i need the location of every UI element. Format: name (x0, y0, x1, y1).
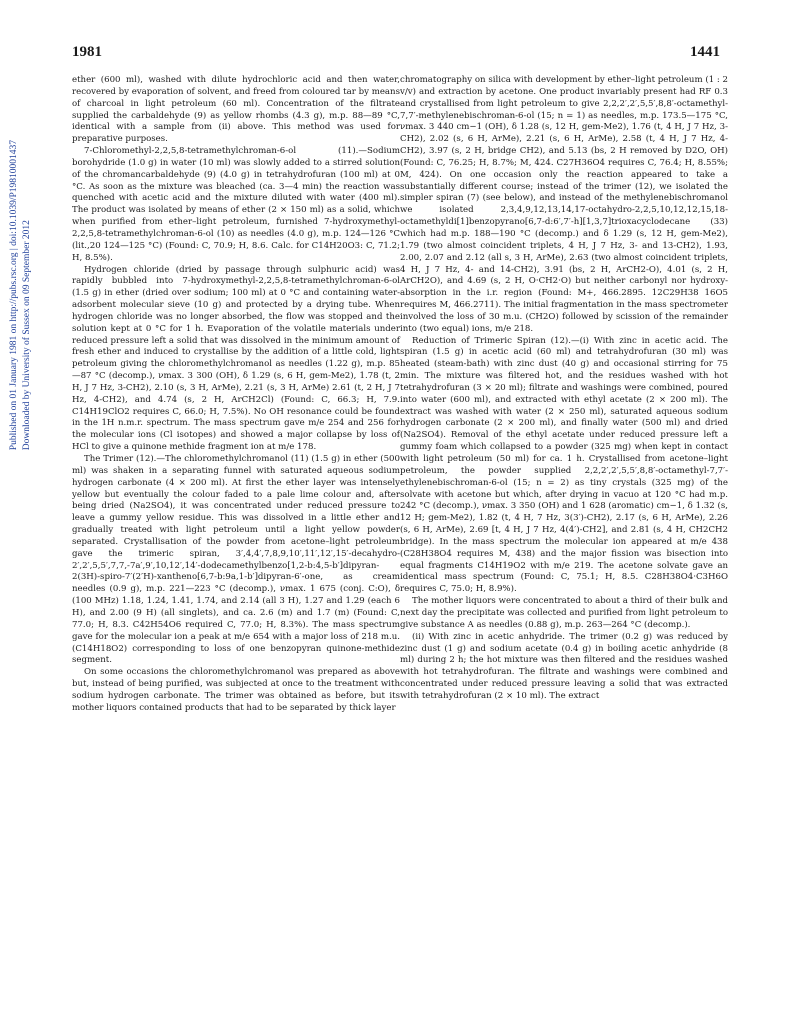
right-column (400, 75, 728, 703)
right-paragraph-4: (ii) With zinc in acetic anhydride. The trimer (0.2 g) was reduced by zinc dust (1 g) and sodium acetate (0.4 g) in boiling acetic anhydride (8 ml) during 2 h; the hot mixture was then filtered and the residues washed with hot tetrahydrofuran. The filtrate and washings were combined and concentrated under reduced pressure leaving a solid that was extracted with tetrahydrofuran (2 × 10 ml). The extract (400, 631, 728, 701)
right-paragraph-3: The mother liquors were concentrated to about a third of their bulk and next day the precipitate was collected and purified from light petroleum to give substance A as needles (0.88 g), m.p. 263—264 °C (decomp.). (400, 596, 728, 630)
left-column (72, 75, 400, 715)
left-paragraph-4: The Trimer (12).—The chloromethylchromanol (11) (1.5 g) in ether (500 ml) was shaken in a separating funnel with saturated aqueous sodium hydrogen carbonate (4 × 200 ml). At first the ether layer was intensely yellow but eventually the colour faded to a pale lime colour and, after being dried (Na2SO4), it was concentrated under reduced pressure to leave a gummy yellow residue. This was dissolved in a little ether and gradually treated with light petroleum until a light yellow powder separated. Crystallisation of the powder from acetone–light petroleum gave the trimeric spiran, 3′,4,4′,7,8,9,10′,11′,12′,15′-decahydro-2′,2′,5,5′,7,7,-7a′,9′,10,12′,14′-dodecamethylbenzo[1,2-b:4,5-b′]dipyran-2(3H)-spiro-7′(2′H)-xantheno[6,7-b:9a,1-b′]dipyran-6′-one, as cream needles (0.9 g), m.p. 221—223 °C (decomp.), νmax. 1 675 (conj. C:O), δ (100 MHz) 1.18, 1.24, 1.41, 1.74, and 2.14 (all 3 H), 1.27 and 1.29 (each 6 H), and 2.00 (9 H) (all singlets), and ca. 2.6 (m) and 1.7 (m) (Found: C, 77.0; H, 8.3. C42H54O6 required C, 77.0; H, 8.3%). The mass spectrum gave for the molecular ion a peak at m/e 654 with a major loss of 218 m.u. (C14H18O2) corresponding to loss of one benzopyran quinone-methide segment. (72, 454, 400, 666)
downloaded-note: Downloaded by University of Sussex on 09 September 2012 (22, 220, 32, 451)
left-paragraph-2: 7-Chloromethyl-2,2,5,8-tetramethylchroman-6-ol (11).—Sodium borohydride (1.0 g) in water (10 ml) was slowly added to a stirred solution of the chromancarbaldehyde (9) (4.0 g) in tetrahydrofuran (100 ml) at 0 °C. As soon as the mixture was bleached (ca. 3—4 min) the reaction was quenched with acetic acid and the mixture diluted with water (400 ml). The product was isolated by means of ether (2 × 150 ml) as a solid, which when purified from ether–light petroleum, furnished 7-hydroxymethyl-2,2,5,8-tetramethylchroman-6-ol (10) as needles (4.0 g), m.p. 124—126 °C (lit.,20 124—125 °C) (Found: C, 70.9; H, 8.6. Calc. for C14H20O3: C, 71.2; H, 8.5%). (72, 146, 400, 263)
left-paragraph-5: On some occasions the chloromethylchromanol was prepared as above but, instead of being purified, was subjected at once to the treatment with sodium hydrogen carbonate. The trimer was obtained as before, but its mother liquors contained products that had to be separated by thick layer (72, 667, 400, 713)
left-paragraph-1: ether (600 ml), washed with dilute hydrochloric acid and then water, recovered by evaporation of solvent, and freed from coloured tar by means of charcoal in light petroleum (60 ml). Concentration of the filtrate supplied the carbaldehyde (9) as yellow rhombs (4.3 g), m.p. 88—89 °C, identical with a sample from (ii) above. This method was used for preparative purposes. (72, 75, 400, 145)
side-note (8, 140, 34, 450)
right-paragraph-2: Reduction of Trimeric Spiran (12).—(i) With zinc in acetic acid. The spiran (1.5 g) in acetic acid (60 ml) and tetrahydrofuran (30 ml) was heated (steam-bath) with zinc dust (40 g) and occasional stirring for 75 min. The mixture was filtered hot, and the residues washed with hot tetrahydrofuran (3 × 20 ml); filtrate and washings were combined, poured into water (600 ml), and extracted with ethyl acetate (2 × 200 ml). The extract was washed with water (2 × 250 ml), saturated aqueous sodium hydrogen carbonate (2 × 200 ml), and finally water (500 ml) and dried (Na2SO4). Removal of the ethyl acetate under reduced pressure left a gummy foam which collapsed to a powder (325 mg) when kept in contact with light petroleum (50 ml) for ca. 1 h. Crystallised from acetone–light petroleum, the powder supplied 2,2,2′,2′,5,5′,8,8′-octamethyl-7,7′-ethylenebischroman-6-ol (15; n = 2) as tiny crystals (325 mg) of the solvate with acetone but which, after drying in vacuo at 120 °C had m.p. 242 °C (decomp.), νmax. 3 350 (OH) and 1 628 (aromatic) cm−1, δ 1.32 (s, 12 H; gem-Me2), 1.82 (t, 4 H, 7 Hz, 3(3′)-CH2), 2.17 (s, 6 H, ArMe), 2.26 (s, 6 H, ArMe), 2.69 [t, 4 H, J 7 Hz, 4(4′)-CH2], and 2.81 (s, 4 H, CH2CH2 bridge). In the mass spectrum the molecular ion appeared at m/e 438 (C28H38O4 requires M, 438) and the major fission was bisection into equal fragments C14H19O2 with m/e 219. The acetone solvate gave an identical mass spectrum (Found: C, 75.1; H, 8.5. C28H38O4·C3H6O requires C, 75.0; H, 8.9%). (400, 335, 728, 595)
page-number: 1441 (690, 44, 720, 60)
right-paragraph-1: chromatography on silica with development by ether–light petroleum (1 : 2 v/v) and extraction by acetone. One product invariably present had RF 0.3 and crystallised from light petroleum to give 2,2,2′,2′,5,5′,8,8′-octamethyl-7,7′-methylenebischroman-6-ol (15; n = 1) as needles, m.p. 173.5—175 °C, νmax. 3 440 cm−1 (OH), δ 1.28 (s, 12 H, gem-Me2), 1.76 (t, 4 H, J 7 Hz, 3-CH2), 2.02 (s, 6 H, ArMe), 2.21 (s, 6 H, ArMe), 2.58 (t, 4 H, J 7 Hz, 4-CH2), 3.97 (s, 2 H, bridge CH2), and 5.13 (bs, 2 H removed by D2O, OH) (Found: C, 76.25; H, 8.7%; M, 424. C27H36O4 requires C, 76.4; H, 8.55%; M, 424). On one occasion only the reaction appeared to take a substantially different course; instead of the trimer (12), we isolated the simpler spiran (7) (see below), and instead of the methylenebischromanol we isolated 2,3,4,9,12,13,14,17-octahydro-2,2,5,10,12,12,15,18-octamethyldi[1]benzopyrano[6,7-d:6′,7′-h][1,3,7]trioxacyclodecane (33) which had m.p. 188—190 °C (decomp.) and δ 1.29 (s, 12 H, gem-Me2), 1.79 (two almost coincident triplets, 4 H, J 7 Hz, 3- and 13-CH2), 1.93, 2.00, 2.07 and 2.12 (all s, 3 H, ArMe), 2.63 (two almost coincident triplets, 4 H, J 7 Hz, 4- and 14-CH2), 3.91 (bs, 2 H, ArCH2-O), 4.01 (s, 2 H, ArCH2O), and 4.69 (s, 2 H, O·CH2·O) but neither carbonyl nor hydroxy-absorption in the i.r. region (Found: M+, 466.2895. 12C29H38 16O5 requires M, 466.2711). The initial fragmentation in the mass spectrometer involved the loss of 30 m.u. (CH2O) followed by scission of the remainder into (two equal) ions, m/e 218. (400, 75, 728, 334)
left-paragraph-3: Hydrogen chloride (dried by passage through sulphuric acid) was rapidly bubbled into 7-hydroxymethyl-2,2,5,8-tetramethylchroman-6-ol (1.5 g) in ether (dried over sodium; 100 ml) at 0 °C and containing water-adsorbent molecular sieve (10 g) and protected by a drying tube. When hydrogen chloride was no longer absorbed, the flow was stopped and the solution kept at 0 °C for 1 h. Evaporation of the volatile materials under reduced pressure left a solid that was dissolved in the minimum amount of fresh ether and induced to crystallise by the addition of a little cold, light petroleum giving the chloromethylchromanol as needles (1.22 g), m.p. 85—87 °C (decomp.), νmax. 3 300 (OH), δ 1.29 (s, 6 H, gem-Me2), 1.78 (t, 2 H, J 7 Hz, 3-CH2), 2.10 (s, 3 H, ArMe), 2.21 (s, 3 H, ArMe) 2.61 (t, 2 H, J 7 Hz, 4-CH2), and 4.74 (s, 2 H, ArCH2Cl) (Found: C, 66.3; H, 7.9. C14H19ClO2 requires C, 66.0; H, 7.5%). No OH resonance could be found in the 1H n.m.r. spectrum. The mass spectrum gave m/e 254 and 256 for the molecular ions (Cl isotopes) and showed a major collapse by loss of HCl to give a quinone methide fragment ion at m/e 178. (72, 264, 400, 453)
published-note[interactable]: Published on 01 January 1981 on http://pubs.rsc.org | doi:10.1039/P19810001437 (9, 140, 19, 451)
page-year: 1981 (72, 44, 102, 60)
